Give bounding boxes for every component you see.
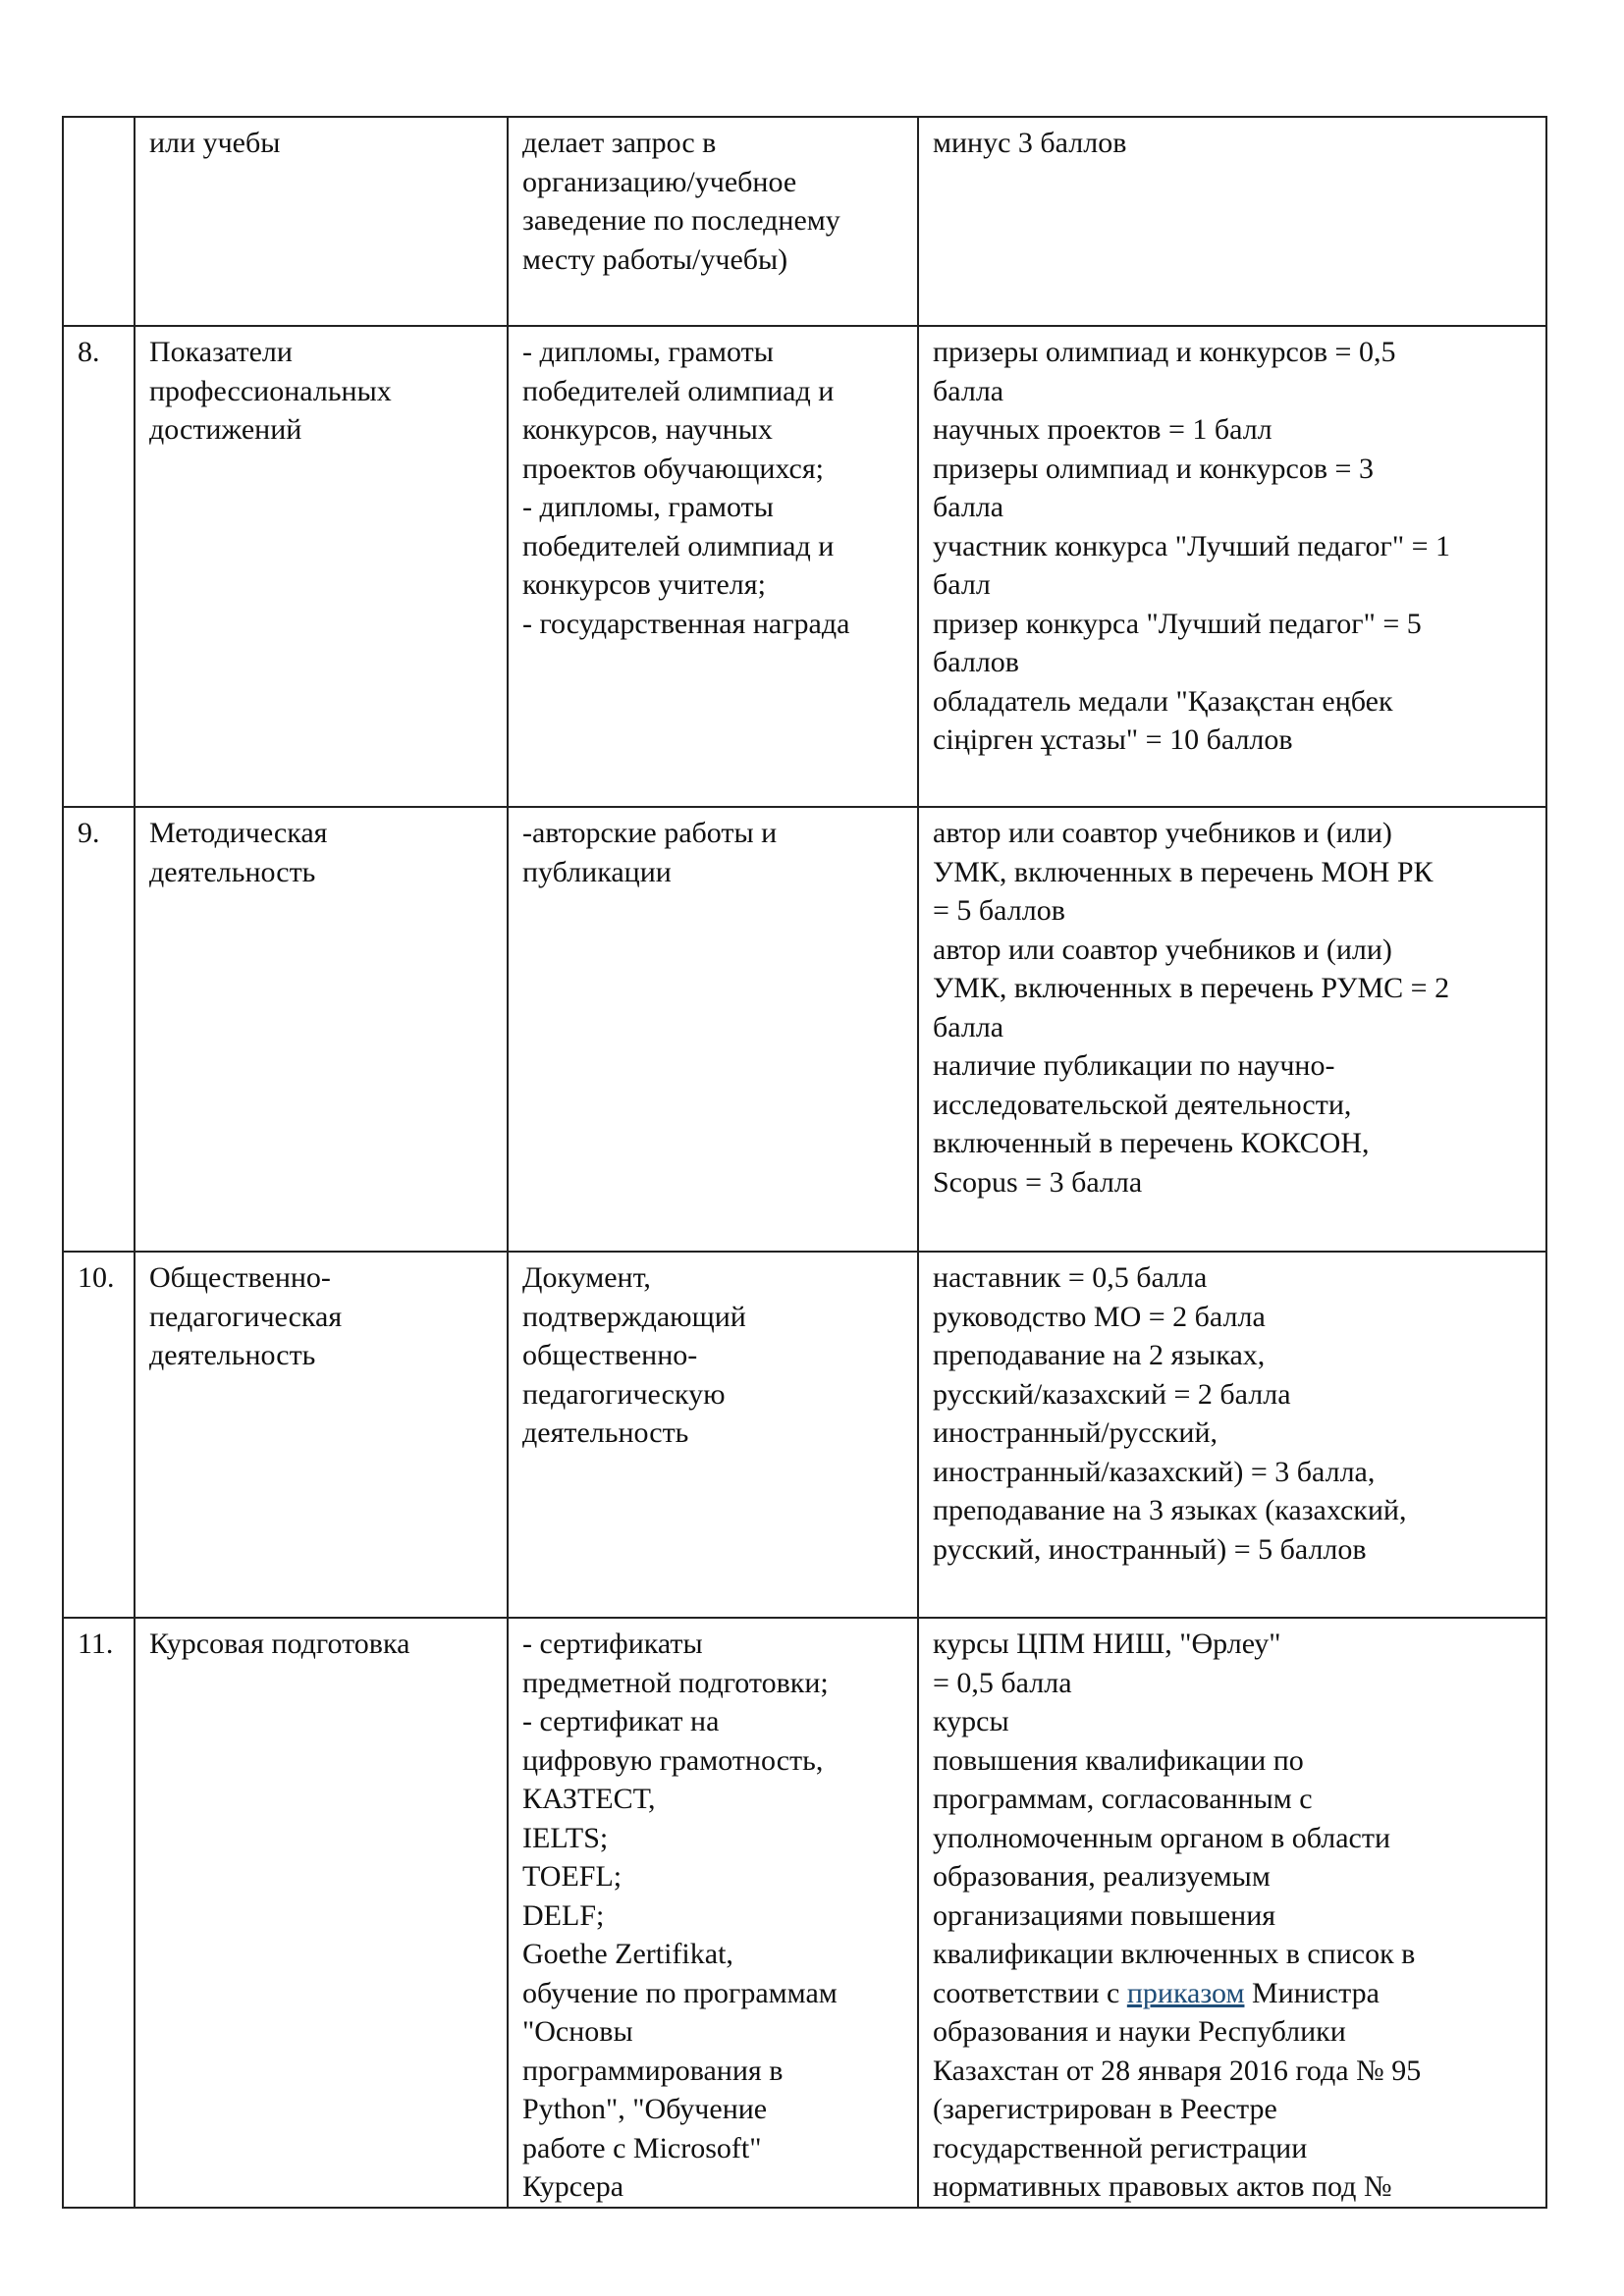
criterion-cell: [135, 117, 508, 326]
documents-line: - дипломы, грамоты: [522, 336, 774, 368]
points-cell: [918, 117, 1546, 326]
documents-line: цифровую грамотность,: [522, 1743, 824, 1777]
points-line: включенный в перечень КОКСОН,: [933, 1127, 1370, 1159]
table-row: [63, 117, 1546, 326]
points-line: минус 3 баллов: [933, 127, 1127, 159]
criterion-cell: [135, 1252, 508, 1618]
points-line: квалификации включенных в список в: [933, 1938, 1416, 1970]
documents-line: "Основы: [522, 2015, 633, 2048]
points-line: балла: [933, 491, 1004, 523]
criterion-line: профессиональных: [149, 374, 392, 407]
points-line: балла: [933, 374, 1004, 407]
points-line: курсы: [933, 1705, 1009, 1737]
documents-line: общественно-: [522, 1339, 698, 1371]
points-line: организациями повышения: [933, 1898, 1276, 1932]
points-line: повышения квалификации по: [933, 1743, 1304, 1777]
documents-line: Python", "Обучение: [522, 2093, 768, 2125]
points-line: = 5 баллов: [933, 894, 1065, 927]
points-line: Казахстан от 28 января 2016 года № 95: [933, 2054, 1422, 2087]
criterion-line: или учебы: [149, 127, 281, 159]
points-line: призеры олимпиад и конкурсов = 0,5: [933, 336, 1396, 368]
documents-line: Курсера: [522, 2170, 624, 2203]
points-line: иностранный/казахский) = 3 балла,: [933, 1455, 1376, 1488]
points-line: образования и науки Республики: [933, 2015, 1346, 2048]
documents-line: - сертификаты: [522, 1628, 703, 1660]
criteria-table: [62, 116, 1547, 2209]
row-number-cell: 8.: [63, 326, 135, 807]
documents-line: КАЗТЕСТ,: [522, 1783, 656, 1815]
row-number-cell: 11.: [63, 1618, 135, 2208]
criterion-line: деятельность: [149, 1339, 316, 1371]
documents-line: организацию/учебное: [522, 165, 797, 198]
points-line: Scopus = 3 балла: [933, 1165, 1143, 1199]
documents-line: - дипломы, грамоты: [522, 491, 774, 523]
order-link[interactable]: приказом: [1126, 1976, 1245, 2009]
criterion-line: Курсовая подготовка: [149, 1628, 410, 1660]
criterion-line: Показатели: [149, 336, 293, 368]
criterion-line: Общественно-: [149, 1261, 331, 1294]
documents-cell: [508, 326, 918, 807]
points-text: Министра: [1244, 1976, 1380, 2009]
documents-line: подтверждающий: [522, 1300, 746, 1333]
documents-line: конкурсов, научных: [522, 413, 773, 446]
points-line: сіңірген ұстазы" = 10 баллов: [933, 723, 1293, 756]
points-line: = 0,5 балла: [933, 1666, 1072, 1699]
points-line: исследовательской деятельности,: [933, 1088, 1352, 1121]
row-number-cell: [63, 117, 135, 326]
points-line: наличие публикации по научно-: [933, 1049, 1335, 1082]
documents-line: победителей олимпиад и: [522, 374, 835, 407]
documents-line: TOEFL;: [522, 1860, 623, 1893]
points-line: УМК, включенных в перечень РУМС = 2: [933, 972, 1450, 1004]
documents-line: - государственная награда: [522, 607, 850, 640]
criterion-line: деятельность: [149, 855, 316, 888]
points-cell: [918, 326, 1546, 807]
points-line: обладатель медали "Қазақстан еңбек: [933, 684, 1393, 718]
points-line: научных проектов = 1 балл: [933, 413, 1272, 446]
points-line: преподавание на 3 языках (казахский,: [933, 1494, 1407, 1526]
documents-line: деятельность: [522, 1416, 689, 1449]
documents-line: -авторские работы и: [522, 817, 778, 849]
criterion-line: достижений: [149, 413, 302, 446]
points-line: участник конкурса "Лучший педагог" = 1: [933, 529, 1450, 562]
points-line: автор или соавтор учебников и (или): [933, 817, 1392, 849]
documents-line: месту работы/учебы): [522, 242, 788, 276]
points-line-with-link: [933, 1974, 1532, 2013]
points-line: балла: [933, 1010, 1004, 1043]
documents-cell: [508, 807, 918, 1252]
points-line: балл: [933, 568, 991, 601]
documents-line: Goethe Zertifikat,: [522, 1938, 733, 1970]
documents-line: DELF;: [522, 1898, 605, 1932]
points-line: УМК, включенных в перечень МОН РК: [933, 855, 1434, 888]
documents-cell: [508, 1618, 918, 2208]
documents-line: программирования в: [522, 2054, 784, 2087]
documents-line: заведение по последнему: [522, 204, 840, 237]
points-line: русский, иностранный) = 5 баллов: [933, 1532, 1367, 1566]
documents-cell: [508, 117, 918, 326]
criterion-line: педагогическая: [149, 1300, 343, 1333]
documents-cell: [508, 1252, 918, 1618]
documents-line: обучение по программам: [522, 1976, 838, 2009]
points-line: наставник = 0,5 балла: [933, 1261, 1208, 1294]
criterion-cell: [135, 807, 508, 1252]
documents-line: проектов обучающихся;: [522, 452, 824, 485]
points-line: баллов: [933, 646, 1019, 678]
points-line: преподавание на 2 языках,: [933, 1339, 1266, 1371]
points-line: программам, согласованным с: [933, 1783, 1313, 1815]
documents-line: педагогическую: [522, 1377, 726, 1411]
criterion-line: Методическая: [149, 817, 328, 849]
row-number-cell: 10.: [63, 1252, 135, 1618]
documents-line: победителей олимпиад и: [522, 529, 835, 562]
documents-line: делает запрос в: [522, 127, 717, 159]
documents-line: - сертификат на: [522, 1705, 720, 1737]
documents-line: работе с Microsoft": [522, 2131, 762, 2164]
points-cell: [918, 807, 1546, 1252]
table-row: [63, 1252, 1546, 1618]
table-row: [63, 326, 1546, 807]
criterion-cell: [135, 1618, 508, 2208]
points-line: (зарегистрирован в Реестре: [933, 2093, 1277, 2125]
points-line: автор или соавтор учебников и (или): [933, 933, 1392, 966]
documents-line: публикации: [522, 855, 672, 888]
points-line: образования, реализуемым: [933, 1860, 1271, 1893]
table-row: [63, 807, 1546, 1252]
points-line: руководство МО = 2 балла: [933, 1300, 1266, 1333]
points-line: государственной регистрации: [933, 2131, 1308, 2164]
criterion-cell: [135, 326, 508, 807]
documents-line: IELTS;: [522, 1821, 609, 1854]
points-line: уполномоченным органом в области: [933, 1821, 1391, 1854]
documents-line: Документ,: [522, 1261, 651, 1294]
documents-line: предметной подготовки;: [522, 1666, 829, 1699]
points-cell: [918, 1618, 1546, 2208]
points-cell: [918, 1252, 1546, 1618]
points-line: призер конкурса "Лучший педагог" = 5: [933, 607, 1422, 640]
points-line: призеры олимпиад и конкурсов = 3: [933, 452, 1374, 485]
points-line: иностранный/русский,: [933, 1416, 1218, 1449]
points-line: нормативных правовых актов под №: [933, 2170, 1392, 2203]
table-row: [63, 1618, 1546, 2208]
points-line: курсы ЦПМ НИШ, "Өрлеу": [933, 1628, 1281, 1660]
points-line: русский/казахский = 2 балла: [933, 1377, 1291, 1411]
points-text: соответствии с: [933, 1976, 1127, 2009]
documents-line: конкурсов учителя;: [522, 568, 766, 601]
row-number-cell: 9.: [63, 807, 135, 1252]
